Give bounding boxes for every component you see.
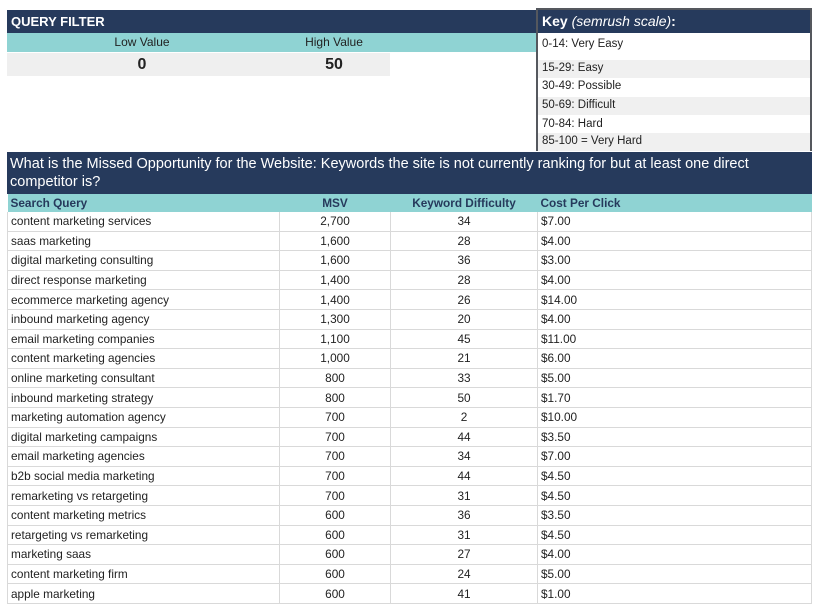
cell-cost-per-click[interactable]: $7.00 — [538, 447, 812, 467]
cell-search-query[interactable]: marketing saas — [8, 545, 280, 565]
cell-search-query[interactable]: direct response marketing — [8, 270, 280, 290]
cell-keyword-difficulty[interactable]: 20 — [391, 309, 538, 329]
cell-msv[interactable]: 800 — [280, 388, 391, 408]
cell-search-query[interactable]: inbound marketing strategy — [8, 388, 280, 408]
col-header-search-query[interactable]: Search Query — [8, 194, 280, 212]
key-item-very-hard: 85-100 = Very Hard — [538, 133, 810, 151]
table-row[interactable] — [8, 349, 812, 369]
table-header-row — [8, 194, 812, 212]
table-row[interactable] — [8, 447, 812, 467]
cell-msv[interactable]: 1,600 — [280, 231, 391, 251]
table-row[interactable] — [8, 290, 812, 310]
cell-msv[interactable]: 1,100 — [280, 329, 391, 349]
low-value-label: Low Value — [114, 35, 170, 49]
table-row[interactable] — [8, 466, 812, 486]
cell-keyword-difficulty[interactable]: 2 — [391, 407, 538, 427]
cell-keyword-difficulty[interactable]: 36 — [391, 251, 538, 271]
cell-msv[interactable]: 800 — [280, 368, 391, 388]
high-value-input[interactable]: 50 — [325, 56, 343, 73]
table-row[interactable] — [8, 368, 812, 388]
cell-cost-per-click[interactable]: $4.00 — [538, 309, 812, 329]
table-row[interactable] — [8, 545, 812, 565]
cell-msv[interactable]: 600 — [280, 545, 391, 565]
cell-msv[interactable]: 1,600 — [280, 251, 391, 271]
keyword-table — [7, 194, 812, 604]
cell-msv[interactable]: 700 — [280, 466, 391, 486]
key-title: Key (semrush scale): — [538, 10, 810, 33]
cell-search-query[interactable]: email marketing companies — [8, 329, 280, 349]
cell-msv[interactable]: 1,400 — [280, 290, 391, 310]
cell-keyword-difficulty[interactable]: 33 — [391, 368, 538, 388]
cell-keyword-difficulty[interactable]: 44 — [391, 427, 538, 447]
table-row[interactable] — [8, 564, 812, 584]
cell-msv[interactable]: 1,400 — [280, 270, 391, 290]
table-row[interactable] — [8, 525, 812, 545]
cell-search-query[interactable]: email marketing agencies — [8, 447, 280, 467]
table-row[interactable] — [8, 486, 812, 506]
col-header-keyword-difficulty[interactable]: Keyword Difficulty — [391, 194, 538, 212]
low-value-input[interactable]: 0 — [137, 56, 147, 73]
cell-cost-per-click[interactable]: $5.00 — [538, 564, 812, 584]
cell-cost-per-click[interactable]: $6.00 — [538, 349, 812, 369]
cell-keyword-difficulty[interactable]: 26 — [391, 290, 538, 310]
cell-keyword-difficulty[interactable]: 41 — [391, 584, 538, 604]
cell-search-query[interactable]: online marketing consultant — [8, 368, 280, 388]
key-item-easy: 15-29: Easy — [538, 60, 810, 78]
cell-msv[interactable]: 700 — [280, 427, 391, 447]
cell-cost-per-click[interactable]: $3.50 — [538, 427, 812, 447]
cell-keyword-difficulty[interactable]: 27 — [391, 545, 538, 565]
cell-search-query[interactable]: digital marketing consulting — [8, 251, 280, 271]
cell-keyword-difficulty[interactable]: 21 — [391, 349, 538, 369]
cell-search-query[interactable]: content marketing firm — [8, 564, 280, 584]
key-item-very-easy: 0-14: Very Easy — [542, 38, 624, 50]
cell-cost-per-click[interactable]: $5.00 — [538, 368, 812, 388]
cell-keyword-difficulty[interactable]: 44 — [391, 466, 538, 486]
query-filter-title: QUERY FILTER — [7, 10, 537, 33]
table-row[interactable] — [8, 427, 812, 447]
cell-cost-per-click[interactable]: $1.70 — [538, 388, 812, 408]
cell-keyword-difficulty[interactable]: 45 — [391, 329, 538, 349]
cell-keyword-difficulty[interactable]: 31 — [391, 525, 538, 545]
cell-keyword-difficulty[interactable]: 31 — [391, 486, 538, 506]
cell-cost-per-click[interactable]: $4.50 — [538, 525, 812, 545]
cell-cost-per-click[interactable]: $14.00 — [538, 290, 812, 310]
table-row[interactable] — [8, 388, 812, 408]
cell-search-query[interactable]: inbound marketing agency — [8, 309, 280, 329]
query-filter-header — [7, 33, 537, 52]
cell-search-query[interactable]: content marketing services — [8, 212, 280, 231]
table-row[interactable] — [8, 407, 812, 427]
cell-cost-per-click[interactable]: $1.00 — [538, 584, 812, 604]
table-row[interactable] — [8, 231, 812, 251]
cell-keyword-difficulty[interactable]: 28 — [391, 270, 538, 290]
cell-msv[interactable]: 600 — [280, 584, 391, 604]
cell-keyword-difficulty[interactable]: 34 — [391, 447, 538, 467]
table-row[interactable] — [8, 329, 812, 349]
cell-keyword-difficulty[interactable]: 34 — [391, 212, 538, 231]
table-row[interactable] — [8, 584, 812, 604]
col-header-cost-per-click[interactable]: Cost Per Click — [538, 194, 812, 212]
cell-cost-per-click[interactable]: $4.00 — [538, 270, 812, 290]
cell-keyword-difficulty[interactable]: 36 — [391, 505, 538, 525]
cell-msv[interactable]: 600 — [280, 505, 391, 525]
cell-keyword-difficulty[interactable]: 24 — [391, 564, 538, 584]
cell-search-query[interactable]: marketing automation agency — [8, 407, 280, 427]
cell-cost-per-click[interactable]: $4.50 — [538, 486, 812, 506]
cell-keyword-difficulty[interactable]: 50 — [391, 388, 538, 408]
cell-msv[interactable]: 1,000 — [280, 349, 391, 369]
col-header-msv[interactable]: MSV — [280, 194, 391, 212]
table-body — [8, 212, 812, 603]
key-item-possible: 30-49: Possible — [542, 80, 622, 92]
cell-msv[interactable]: 700 — [280, 486, 391, 506]
cell-cost-per-click[interactable]: $4.50 — [538, 466, 812, 486]
cell-cost-per-click[interactable]: $4.00 — [538, 231, 812, 251]
cell-cost-per-click[interactable]: $4.00 — [538, 545, 812, 565]
difficulty-key — [536, 8, 812, 151]
question-banner: What is the Missed Opportunity for the Website: Keywords the site is not currently ranking for but at least one direct competitor is? — [7, 152, 812, 194]
cell-msv[interactable]: 2,700 — [280, 212, 391, 231]
cell-cost-per-click[interactable]: $11.00 — [538, 329, 812, 349]
cell-search-query[interactable]: content marketing agencies — [8, 349, 280, 369]
cell-search-query[interactable]: apple marketing — [8, 584, 280, 604]
cell-keyword-difficulty[interactable]: 28 — [391, 231, 538, 251]
cell-search-query[interactable]: digital marketing campaigns — [8, 427, 280, 447]
cell-search-query[interactable]: content marketing metrics — [8, 505, 280, 525]
cell-search-query[interactable]: saas marketing — [8, 231, 280, 251]
cell-search-query[interactable]: ecommerce marketing agency — [8, 290, 280, 310]
key-item-hard: 70-84: Hard — [542, 118, 603, 130]
table-row[interactable] — [8, 270, 812, 290]
cell-msv[interactable]: 700 — [280, 407, 391, 427]
table-row[interactable] — [8, 505, 812, 525]
cell-cost-per-click[interactable]: $3.00 — [538, 251, 812, 271]
high-value-label: High Value — [305, 35, 363, 49]
cell-msv[interactable]: 600 — [280, 564, 391, 584]
table-row[interactable] — [8, 212, 812, 231]
cell-cost-per-click[interactable]: $3.50 — [538, 505, 812, 525]
cell-search-query[interactable]: retargeting vs remarketing — [8, 525, 280, 545]
table-row[interactable] — [8, 251, 812, 271]
cell-cost-per-click[interactable]: $10.00 — [538, 407, 812, 427]
cell-msv[interactable]: 600 — [280, 525, 391, 545]
cell-search-query[interactable]: b2b social media marketing — [8, 466, 280, 486]
cell-msv[interactable]: 700 — [280, 447, 391, 467]
table-row[interactable] — [8, 309, 812, 329]
key-item-difficult: 50-69: Difficult — [538, 97, 810, 115]
cell-cost-per-click[interactable]: $7.00 — [538, 212, 812, 231]
query-filter-values — [7, 53, 390, 76]
cell-search-query[interactable]: remarketing vs retargeting — [8, 486, 280, 506]
cell-msv[interactable]: 1,300 — [280, 309, 391, 329]
